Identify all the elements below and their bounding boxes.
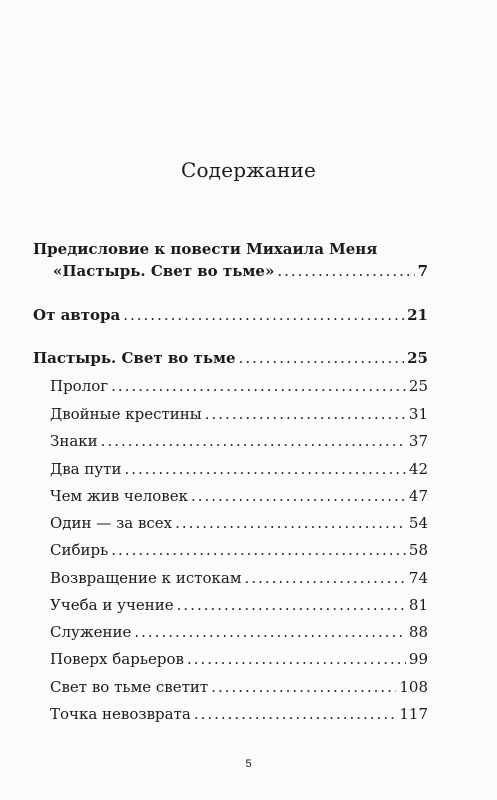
toc-page-number: 42 xyxy=(408,460,428,478)
leader-dots xyxy=(194,705,397,723)
leader-dots xyxy=(111,541,406,559)
leader-dots xyxy=(211,678,396,696)
toc-page-number: 108 xyxy=(399,678,428,696)
toc-entry-label: «Пастырь. Свет во тьме» xyxy=(53,262,275,280)
toc-entry-label: Пролог xyxy=(50,377,109,395)
toc-entry-label: Сибирь xyxy=(50,541,109,559)
toc-entry-label: От автора xyxy=(33,306,121,324)
toc-entry-chapter[interactable] xyxy=(50,377,428,399)
leader-dots xyxy=(239,349,405,367)
leader-dots xyxy=(205,405,406,423)
toc-page-number: 25 xyxy=(408,377,428,395)
toc-entry-label: Два пути xyxy=(50,460,122,478)
toc-page-number: 58 xyxy=(408,541,428,559)
leader-dots xyxy=(124,460,405,478)
toc-entry-chapter[interactable] xyxy=(50,405,428,427)
toc-page-number: 25 xyxy=(407,349,428,367)
toc-entry-chapter[interactable] xyxy=(50,596,428,618)
toc-entry-chapter[interactable] xyxy=(50,487,428,509)
toc-entry-chapter[interactable] xyxy=(50,460,428,482)
toc-page-number: 37 xyxy=(408,432,428,450)
toc-entry-from-author[interactable] xyxy=(33,306,428,328)
leader-dots xyxy=(245,569,406,587)
toc-entry-label: Пастырь. Свет во тьме xyxy=(33,349,236,367)
toc-entry-label: Один — за всех xyxy=(50,514,173,532)
toc-page-number: 21 xyxy=(407,306,428,324)
leader-dots xyxy=(277,262,414,280)
page-title: Содержание xyxy=(180,158,317,182)
toc-entry-label: Учеба и учение xyxy=(50,596,174,614)
toc-entry-chapter[interactable] xyxy=(50,623,428,645)
leader-dots xyxy=(101,432,406,450)
toc-entry-preface[interactable] xyxy=(53,262,428,284)
leader-dots xyxy=(134,623,406,641)
toc-page-number: 47 xyxy=(408,487,428,505)
toc-entry-chapter[interactable] xyxy=(50,541,428,563)
leader-dots xyxy=(191,487,406,505)
leader-dots xyxy=(177,596,406,614)
toc-entry-label: Двойные крестины xyxy=(50,405,202,423)
toc-page-number: 74 xyxy=(408,569,428,587)
toc-entry-chapter[interactable] xyxy=(50,678,428,700)
toc-page-number: 117 xyxy=(399,705,428,723)
toc-entry-label: Точка невозврата xyxy=(50,705,191,723)
toc-entry-label: Возвращение к истокам xyxy=(50,569,242,587)
toc-entry-label: Поверх барьеров xyxy=(50,650,184,668)
toc-entry-label: Служение xyxy=(50,623,132,641)
toc-page-number: 81 xyxy=(408,596,428,614)
toc-page-number: 54 xyxy=(408,514,428,532)
leader-dots xyxy=(123,306,404,324)
leader-dots xyxy=(111,377,406,395)
toc-entry-label: Чем жив человек xyxy=(50,487,188,505)
toc-page-number: 31 xyxy=(408,405,428,423)
toc-entry-label: Свет во тьме светит xyxy=(50,678,209,696)
leader-dots xyxy=(175,514,406,532)
toc-entry-label: Знаки xyxy=(50,432,98,450)
toc-page-number: 7 xyxy=(417,262,428,280)
page-number: 5 xyxy=(245,758,252,770)
toc-entry-chapter[interactable] xyxy=(50,514,428,536)
toc-entry-main[interactable] xyxy=(33,349,428,371)
toc-page-number: 88 xyxy=(408,623,428,641)
toc-page-number: 99 xyxy=(408,650,428,668)
toc-entry-preface-line1: Предисловие к повести Михаила Меня xyxy=(33,240,378,258)
toc-entry-chapter[interactable] xyxy=(50,650,428,672)
toc-entry-chapter[interactable] xyxy=(50,432,428,454)
leader-dots xyxy=(187,650,406,668)
toc-entry-chapter[interactable] xyxy=(50,705,428,727)
toc-entry-chapter[interactable] xyxy=(50,569,428,591)
